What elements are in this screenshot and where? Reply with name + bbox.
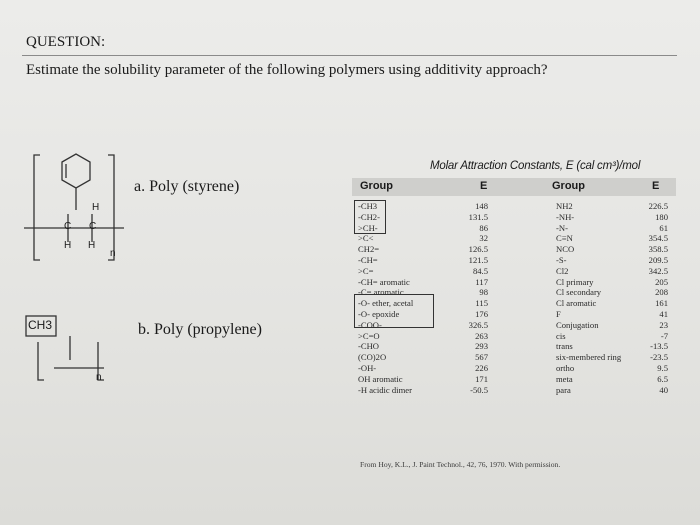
group-cell: -CH= <box>358 254 378 265</box>
group-cell: -C= aromatic <box>358 287 404 298</box>
polymer-label-b: b. Poly (propylene) <box>138 321 262 338</box>
methyl-group: CH3 <box>28 318 53 332</box>
value-cell: 205 <box>655 276 668 287</box>
group-cell: (CO)2O <box>358 352 387 363</box>
value-cell: 121.5 <box>468 254 488 265</box>
group-cell: >C< <box>358 233 374 244</box>
highlight-box <box>354 200 386 234</box>
value-cell: 9.5 <box>657 362 668 373</box>
value-cell: 326.5 <box>468 319 488 330</box>
value-cell: 23 <box>659 319 668 330</box>
group-cell: para <box>556 384 571 395</box>
repeat-n: n <box>96 372 102 383</box>
highlight-box <box>354 294 434 328</box>
group-cell: trans <box>556 341 573 352</box>
value-cell: 148 <box>475 201 488 211</box>
header-group: Group <box>552 180 585 192</box>
value-cell: 208 <box>655 287 668 298</box>
value-cell: 180 <box>655 211 668 222</box>
group-cell: six-membered ring <box>556 352 622 363</box>
value-cell: 32 <box>479 233 488 244</box>
table-title: Molar Attraction Constants, E (cal cm³)/mol <box>430 160 641 172</box>
polymer-label-a: a. Poly (styrene) <box>134 178 240 195</box>
value-cell: 41 <box>659 308 668 319</box>
group-cell: >CH- <box>358 222 378 233</box>
value-cell: 358.5 <box>648 244 668 255</box>
value-cell: 209.5 <box>648 254 668 265</box>
group-cell: NH2 <box>556 201 573 211</box>
value-cell: 293 <box>475 341 488 352</box>
value-cell: 115 <box>475 298 488 309</box>
group-cell: C≡N <box>556 233 573 244</box>
group-cell: >C= <box>358 265 374 276</box>
group-cell: -CH2- <box>358 211 380 222</box>
value-cell: 126.5 <box>468 244 488 255</box>
group-cell: -S- <box>556 254 567 265</box>
group-cell: Cl secondary <box>556 287 602 298</box>
group-cell: -COO- <box>358 319 382 330</box>
group-cell: -CH3 <box>358 201 378 211</box>
table-source: From Hoy, K.L., J. Paint Technol., 42, 76, 1970. With permission. <box>360 460 561 469</box>
value-cell: 263 <box>475 330 488 341</box>
value-cell: 84.5 <box>472 265 488 276</box>
value-cell: 176 <box>475 308 488 319</box>
value-cell: 117 <box>475 276 488 287</box>
group-cell: Conjugation <box>556 319 599 330</box>
header-e: E <box>652 180 660 192</box>
left-value-column <box>460 201 488 395</box>
group-cell: Cl2 <box>556 265 569 276</box>
value-cell: 61 <box>659 222 668 233</box>
group-cell: Cl primary <box>556 276 594 287</box>
group-cell: -CHO <box>358 341 380 352</box>
group-cell: -OH- <box>358 362 377 373</box>
value-cell: 567 <box>475 352 488 363</box>
value-cell: 86 <box>479 222 488 233</box>
group-cell: OH aromatic <box>358 373 403 384</box>
atom-h: H <box>64 240 72 251</box>
value-cell: 40 <box>659 384 668 395</box>
question-title: QUESTION: <box>26 34 106 50</box>
group-cell: F <box>556 308 561 319</box>
header-e: E <box>480 180 488 192</box>
divider <box>22 55 677 56</box>
value-cell: -50.5 <box>470 384 488 395</box>
question-text: Estimate the solubility parameter of the following polymers using additivity approach? <box>26 62 548 78</box>
group-cell: meta <box>556 373 573 384</box>
group-cell: -O- epoxide <box>358 308 400 319</box>
value-cell: 226.5 <box>648 201 668 211</box>
group-cell: ortho <box>556 362 575 373</box>
value-cell: -13.5 <box>650 341 668 352</box>
group-cell: -O- ether, acetal <box>358 298 414 309</box>
value-cell: 226 <box>475 362 488 373</box>
group-cell: -N- <box>556 222 568 233</box>
group-cell: CH2= <box>358 244 380 255</box>
value-cell: 6.5 <box>657 373 668 384</box>
group-cell: cis <box>556 330 566 341</box>
atom-h: H <box>92 202 100 213</box>
repeat-n: n <box>110 248 116 259</box>
header-group: Group <box>360 180 393 192</box>
atom-h: H <box>88 240 96 251</box>
right-value-column <box>640 201 668 395</box>
value-cell: -23.5 <box>650 352 668 363</box>
group-cell: -H acidic dimer <box>358 384 412 395</box>
value-cell: 171 <box>475 373 488 384</box>
value-cell: 131.5 <box>468 211 488 222</box>
value-cell: 342.5 <box>648 265 668 276</box>
group-cell: >C=O <box>358 330 380 341</box>
table-header <box>352 178 676 196</box>
group-cell: Cl aromatic <box>556 298 597 309</box>
value-cell: -7 <box>660 330 668 341</box>
group-cell: NCO <box>556 244 575 255</box>
value-cell: 161 <box>655 298 668 309</box>
group-cell: -NH- <box>556 211 575 222</box>
atom-c: C <box>64 221 72 232</box>
atom-c: C <box>89 221 97 232</box>
value-cell: 354.5 <box>648 233 668 244</box>
group-cell: -CH= aromatic <box>358 276 410 287</box>
value-cell: 98 <box>479 287 488 298</box>
